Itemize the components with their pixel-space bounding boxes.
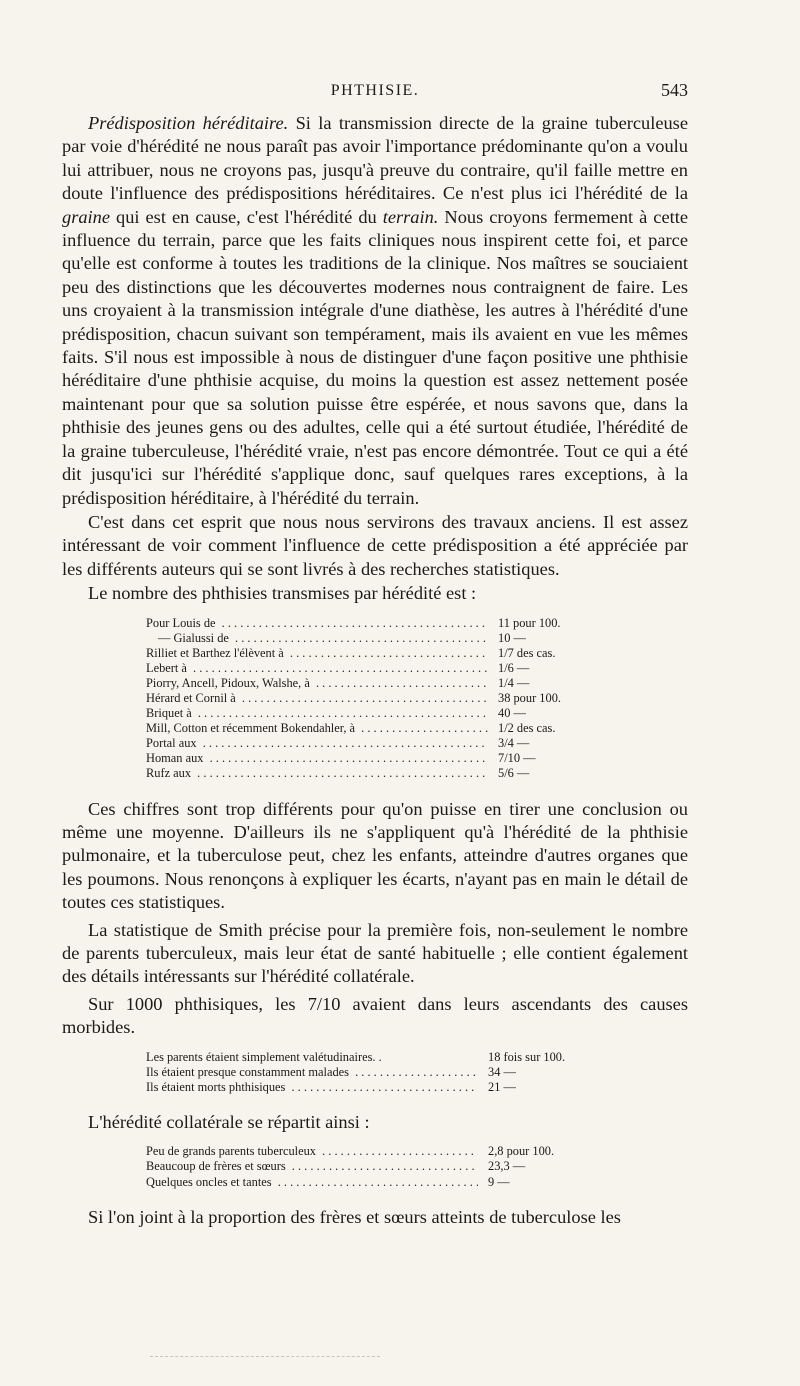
table-row: Ils étaient morts phthisiques . . . 21 — [146, 1080, 586, 1095]
collateral-heredity-table [146, 1144, 586, 1189]
paragraph-3: Le nombre des phthisies transmises par hérédité est : [88, 583, 477, 604]
section-title: Prédisposition héréditaire. [88, 113, 289, 133]
table-row: Hérard et Cornil à . . . 38 pour 100. [146, 691, 586, 706]
heredity-rates-table [146, 616, 586, 782]
paragraph-2: C'est dans cet esprit que nous nous servirons des travaux anciens. Il est assez intéressant de voir comment l'influence de cette prédisposition a été appréciée par les différents auteurs qui se sont livrés à des recherches statistiques. [62, 511, 688, 579]
body-text [62, 112, 688, 1230]
table-row: Mill, Cotton et récemment Bokendahler, à . . . 1/2 des cas. [146, 721, 586, 736]
paragraph-7: L'hérédité collatérale se répartit ainsi : [88, 1111, 370, 1132]
table-row: Beaucoup de frères et sœurs . . . 23,3 — [146, 1159, 586, 1174]
table-row: Peu de grands parents tuberculeux . . . 2,8 pour 100. [146, 1144, 586, 1159]
running-head: PHTHISIE. [330, 82, 420, 99]
table-row: Les parents étaient simplement valétudinaires. . 18 fois sur 100. [146, 1049, 566, 1064]
table-row: Portal aux . . . 3/4 — [146, 736, 586, 751]
parents-health-table [146, 1050, 586, 1095]
paragraph-1: Prédisposition héréditaire. Si la transmission directe de la graine tuberculeuse par voie d'hérédité ne nous paraît pas avoir l'importance prédominante qu'on a voulu lui attribuer, nous ne croyons pas, jusqu'à preuve du contraire, qu'il faille mettre en doute l'influence des prédispositions héréditaires. Ce n'est plus ici l'hérédité de la graine qui est en cause, c'est l'hérédité du terrain. Nous croyons fermement à cette influence du terrain, parce que les faits cliniques nous inspirent cette foi, et parce qu'elle est conforme à toutes les traditions de la clinique. Nos maîtres se souciaient peu des distinctions que les découvertes modernes nous contraignent de faire. Les uns croyaient à la transmission intégrale d'une diathèse, les autres à l'hérédité d'une prédisposition, chacun suivant son tempérament, mais ils avaient en vue les mêmes faits. S'il nous est impossible à nous de distinguer d'une façon positive une phthisie héréditaire d'une phthisie acquise, du moins la question est assez nettement posée maintenant pour que sa solution puisse être espérée, et nous savons que, dans la phthisie des jeunes gens ou des adultes, celle qui a été surtout étudiée, l'hérédité de la graine tuberculeuse, l'hérédité vraie, n'est pas encore démontrée. Tout ce qui a été dit jusqu'ici sur l'hérédité s'applique donc, sauf quelques rares exceptions, à la prédisposition héréditaire, à l'hérédité du terrain. [62, 113, 689, 508]
table-row: Quelques oncles et tantes . . . 9 — [146, 1175, 586, 1190]
table-row: Pour Louis de . . . 11 pour 100. [146, 616, 586, 631]
page-number: 543 [661, 80, 688, 100]
paragraph-8: Si l'on joint à la proportion des frères et sœurs atteints de tuberculose les [88, 1206, 621, 1227]
page-header [62, 80, 688, 106]
paragraph-4: Ces chiffres sont trop différents pour qu'on puisse en tirer une conclusion ou même une moyenne. D'ailleurs ils ne s'appliquent qu'à l'hérédité de la phthisie pulmonaire, et la tuberculose peut, chez les enfants, atteindre d'autres organes que les poumons. Nous renonçons à expliquer les écarts, n'ayant pas en main le détail de toutes ces statistiques. [62, 798, 688, 913]
table-row: — Gialussi de . . . 10 — [146, 631, 586, 646]
paragraph-6: Sur 1000 phthisiques, les 7/10 avaient dans leurs ascendants des causes morbides. [62, 993, 688, 1038]
table-row: Homan aux . . . 7/10 — [146, 751, 586, 766]
table-row: Rufz aux . . . 5/6 — [146, 766, 586, 781]
footer-rule [150, 1356, 380, 1357]
table-row: Piorry, Ancell, Pidoux, Walshe, à . . . 1/4 — [146, 676, 586, 691]
table-row: Rilliet et Barthez l'élèvent à . . . 1/7 des cas. [146, 646, 586, 661]
table-row: Ils étaient presque constamment malades . . . 34 — [146, 1065, 586, 1080]
table-row: Lebert à . . . 1/6 — [146, 661, 586, 676]
table-row: Briquet à . . . 40 — [146, 706, 586, 721]
paragraph-5: La statistique de Smith précise pour la première fois, non-seulement le nombre de parents tuberculeux, mais leur état de santé habituelle ; elle contient également des détails intéressants sur l'hérédité collatérale. [62, 919, 688, 987]
